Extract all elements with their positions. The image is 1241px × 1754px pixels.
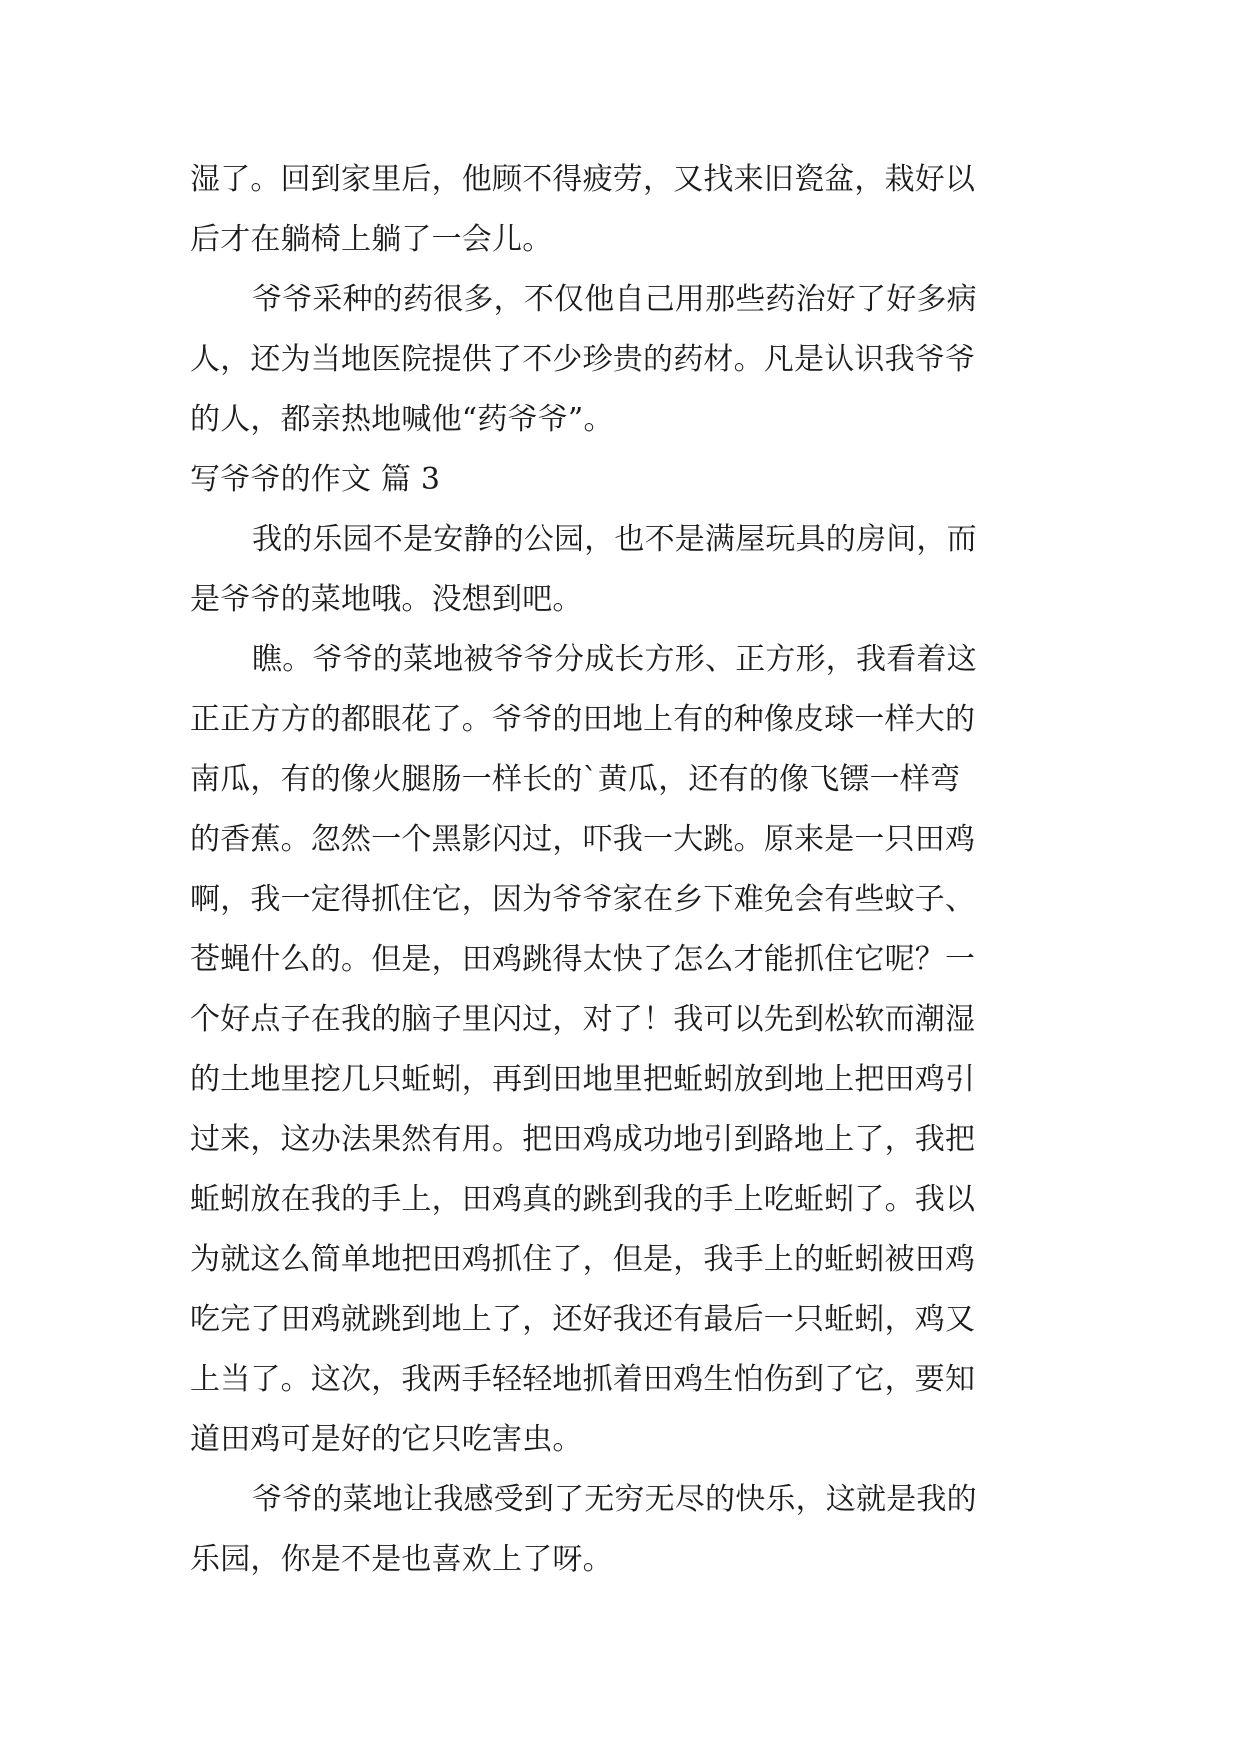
text-line: 的香蕉。忽然一个黑影闪过，吓我一大跳。原来是一只田鸡 xyxy=(190,822,976,857)
paragraph-first-line: 爷爷的菜地让我感受到了无穷无尽的快乐，这就是我的 xyxy=(252,1482,977,1517)
text-line: 湿了。回到家里后，他顾不得疲劳，又找来旧瓷盆，栽好以 xyxy=(190,162,976,197)
paragraph-first-line: 瞧。爷爷的菜地被爷爷分成长方形、正方形，我看着这 xyxy=(252,642,977,677)
text-line: 道田鸡可是好的它只吃害虫。 xyxy=(190,1422,583,1457)
text-line: 后才在躺椅上躺了一会儿。 xyxy=(190,222,553,257)
text-line: 写爷爷的作文 篇 3 xyxy=(190,462,441,497)
text-line: 正正方方的都眼花了。爷爷的田地上有的种像皮球一样大的 xyxy=(190,702,976,737)
text-line: 上当了。这次，我两手轻轻地抓着田鸡生怕伤到了它，要知 xyxy=(190,1362,976,1397)
document-body xyxy=(190,150,1054,1590)
text-line: 的土地里挖几只蚯蚓，再到田地里把蚯蚓放到地上把田鸡引 xyxy=(190,1062,976,1097)
text-line: 的人，都亲热地喊他“药爷爷”。 xyxy=(190,402,614,437)
text-line: 个好点子在我的脑子里闪过，对了！我可以先到松软而潮湿 xyxy=(190,1002,976,1037)
text-line: 南瓜，有的像火腿肠一样长的`黄瓜，还有的像飞镖一样弯 xyxy=(190,762,961,797)
document-page xyxy=(190,150,1054,1590)
text-line: 啊，我一定得抓住它，因为爷爷家在乡下难免会有些蚊子、 xyxy=(190,882,976,917)
text-line: 乐园，你是不是也喜欢上了呀。 xyxy=(190,1542,613,1577)
text-line: 过来，这办法果然有用。把田鸡成功地引到路地上了，我把 xyxy=(190,1122,976,1157)
text-line: 吃完了田鸡就跳到地上了，还好我还有最后一只蚯蚓，鸡又 xyxy=(190,1302,976,1337)
text-line: 苍蝇什么的。但是，田鸡跳得太快了怎么才能抓住它呢？一 xyxy=(190,942,976,977)
text-line: 人，还为当地医院提供了不少珍贵的药材。凡是认识我爷爷 xyxy=(190,342,976,377)
text-line: 为就这么简单地把田鸡抓住了，但是，我手上的蚯蚓被田鸡 xyxy=(190,1242,976,1277)
paragraph-first-line: 我的乐园不是安静的公园，也不是满屋玩具的房间，而 xyxy=(252,522,977,557)
paragraph-first-line: 爷爷采种的药很多，不仅他自己用那些药治好了好多病 xyxy=(252,282,977,317)
text-line: 是爷爷的菜地哦。没想到吧。 xyxy=(190,582,583,617)
text-line: 蚯蚓放在我的手上，田鸡真的跳到我的手上吃蚯蚓了。我以 xyxy=(190,1182,976,1217)
